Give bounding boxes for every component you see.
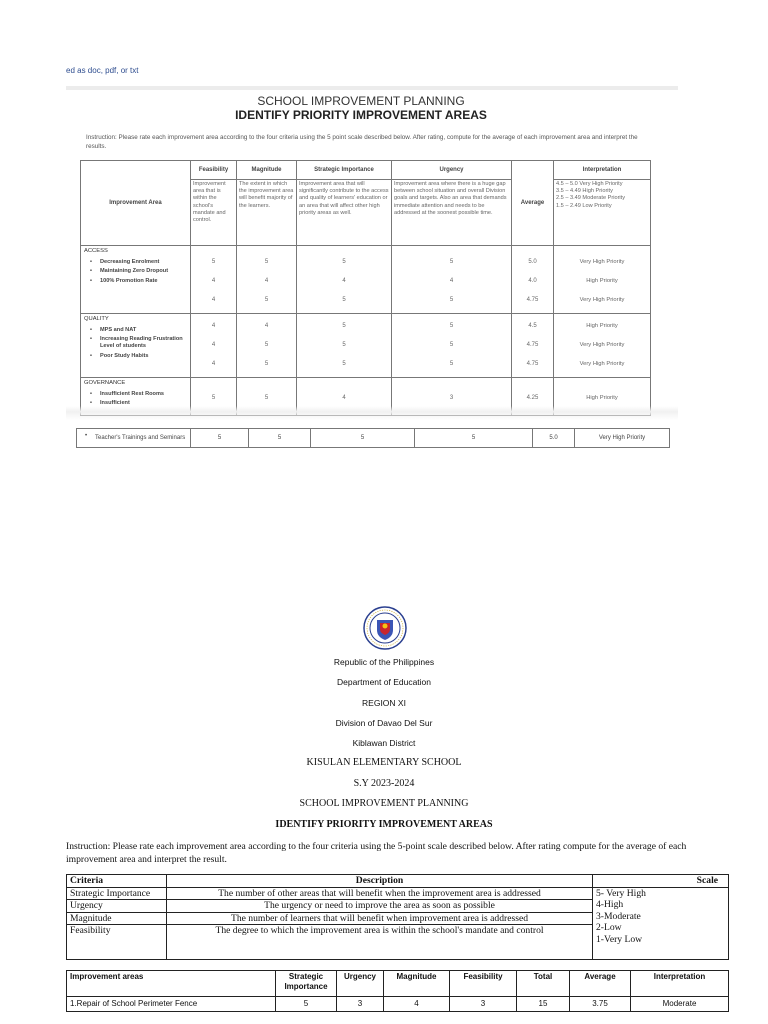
value-cell: 4.25 — [526, 395, 539, 401]
scan-last-row — [76, 428, 670, 448]
value-cell: 5 — [449, 297, 454, 303]
scale-item: 4-High — [596, 899, 624, 910]
value-cell: 4 — [342, 278, 346, 284]
value-cell: 5 — [342, 259, 346, 265]
scale-cell — [593, 887, 729, 960]
group-name: GOVERNANCE — [84, 380, 126, 386]
instruction-text: Instruction: Please rate each improvement area according to the four criteria using the 5-point scale described below. After rating compute for the average of each improvement area and interpret the result. — [66, 841, 687, 865]
scan-group-quality — [81, 314, 191, 378]
upload-format-note: ed as doc, pdf, or txt — [66, 66, 139, 75]
scan-header-feasibility: Feasibility — [191, 161, 237, 180]
areas-header: Strategic Importance — [276, 971, 337, 997]
scan-desc-urgency: Improvement area where there is a huge gap between school situation and overall Division goals and targets. Also an area that demands immediate attention and needs to be addressed at the soonest possible time. — [392, 180, 512, 246]
school-year: S.Y 2023-2024 — [353, 778, 415, 789]
group-item: • Increasing Reading Frustration Level of students — [84, 336, 187, 350]
value-cell: 5 — [276, 997, 337, 1012]
value-cell: 4 — [384, 997, 450, 1012]
criteria-cell: Urgency — [67, 900, 167, 913]
group-item: • Insufficient — [84, 400, 187, 407]
group-name: ACCESS — [84, 248, 108, 254]
header-region: REGION XI — [362, 698, 406, 708]
value-cell: 4 — [264, 278, 269, 284]
value-cell: 5 — [342, 323, 346, 329]
scale-item: 2-Low — [596, 922, 622, 933]
scan-desc-interpretation: 4.5 – 5.0 Very High Priority 3.5 – 4.49 High Priority 2.5 – 3.49 Moderate Priority 1.5 – 2.49 Low Priority — [554, 180, 651, 246]
scan-priority-table — [80, 160, 651, 416]
value-cell: 5.0 — [533, 429, 575, 447]
identify-title: IDENTIFY PRIORITY IMPROVEMENT AREAS — [275, 819, 493, 830]
scan-header-area: Improvement Area — [81, 161, 191, 246]
value-cell: High Priority — [586, 395, 618, 401]
description-cell: The urgency or need to improve the area as soon as possible — [167, 900, 593, 913]
value-cell: Very High Priority — [579, 297, 625, 303]
areas-header: Magnitude — [384, 971, 450, 997]
description-cell: The number of other areas that will benefit when the improvement area is addressed — [167, 887, 593, 900]
value-cell: 4.5 — [528, 323, 537, 329]
criteria-cell: Strategic Importance — [67, 887, 167, 900]
table-row — [67, 997, 729, 1012]
value-cell: 5 — [342, 342, 346, 348]
value-cell: 4 — [211, 342, 216, 348]
value-cell: 5 — [449, 342, 454, 348]
value-cell: 5 — [449, 259, 454, 265]
areas-header: Improvement areas — [67, 971, 276, 997]
value-cell: Very High Priority — [579, 361, 625, 367]
value-cell: 4.75 — [526, 361, 539, 367]
group-item: • Poor Study Habits — [84, 353, 187, 360]
value-cell: 5 — [264, 259, 269, 265]
scale-item: 5- Very High — [596, 887, 646, 899]
value-cell: 15 — [517, 997, 570, 1012]
value-cell: 5 — [264, 342, 269, 348]
last-row-label: • Teacher's Trainings and Seminars — [77, 429, 191, 447]
value-cell: 5 — [449, 323, 454, 329]
value-cell: High Priority — [586, 323, 618, 329]
planning-title: SCHOOL IMPROVEMENT PLANNING — [299, 798, 469, 809]
value-cell: 3 — [449, 395, 454, 401]
areas-header: Total — [517, 971, 570, 997]
value-cell: High Priority — [586, 278, 618, 284]
value-cell: 4.0 — [528, 278, 537, 284]
scale-item: 1-Very Low — [596, 933, 643, 945]
value-cell: 3 — [450, 997, 517, 1012]
scan-instruction: Instruction: Please rate each improvement area according to the four criteria using the 5 point scale described below. After rating, compute for the average of each improvement area and interpret the results. — [86, 134, 638, 150]
scan-top-bar — [66, 86, 678, 90]
value-cell: 5 — [191, 429, 249, 447]
criteria-table — [66, 874, 729, 960]
value-cell: 5 — [249, 429, 311, 447]
value-cell: 4 — [211, 361, 216, 367]
scan-subtitle: IDENTIFY PRIORITY IMPROVEMENT AREAS — [235, 108, 487, 122]
description-cell: The number of learners that will benefit when improvement area is addressed — [167, 912, 593, 925]
areas-header: Average — [570, 971, 631, 997]
scanned-page — [66, 86, 678, 456]
value-cell: 4.75 — [526, 297, 539, 303]
criteria-header: Criteria — [67, 875, 167, 888]
areas-header: Feasibility — [450, 971, 517, 997]
description-header: Description — [167, 875, 593, 888]
criteria-cell: Feasibility — [67, 925, 167, 960]
scan-header-urgency: Urgency — [392, 161, 512, 180]
value-cell: 3.75 — [570, 997, 631, 1012]
improvement-areas-table — [66, 970, 729, 1012]
header-department: Department of Education — [336, 677, 432, 687]
value-cell: 5.0 — [528, 259, 537, 265]
value-cell: 5 — [264, 297, 269, 303]
scan-header-strategic: Strategic Importance — [297, 161, 392, 180]
header-district: Kiblawan District — [352, 738, 416, 748]
group-item: • Decreasing Enrolment — [84, 259, 187, 266]
value-cell: 5 — [264, 395, 269, 401]
value-cell: 5 — [311, 429, 415, 447]
value-cell: 5 — [342, 361, 346, 367]
value-cell: 4 — [211, 297, 216, 303]
scan-blur-strip — [66, 406, 678, 420]
scale-header: Scale — [593, 875, 729, 888]
header-republic: Republic of the Philippines — [333, 657, 435, 667]
school-name: KISULAN ELEMENTARY SCHOOL — [306, 757, 462, 768]
scan-desc-feasibility: Improvement area that is within the school's mandate and control. — [191, 180, 237, 246]
deped-seal-icon — [363, 606, 407, 650]
areas-header: Urgency — [337, 971, 384, 997]
scan-group-access — [81, 246, 191, 314]
description-cell: The degree to which the improvement area is within the school's mandate and control — [167, 925, 593, 960]
value-cell: 4 — [264, 323, 269, 329]
criteria-cell: Magnitude — [67, 912, 167, 925]
scan-header-average: Average — [512, 161, 554, 246]
value-cell: 4 — [211, 278, 216, 284]
group-item: • Insufficient Rest Rooms — [84, 391, 187, 398]
scan-desc-strategic: Improvement area that will significantly contribute to the access and quality of learners' education or an area that will affect other high priority areas as well. — [297, 180, 392, 246]
value-cell: Very High Priority — [598, 435, 646, 441]
value-cell: 4.75 — [526, 342, 539, 348]
value-cell: Moderate — [631, 997, 729, 1012]
scale-item: 3-Moderate — [596, 910, 641, 922]
value-cell: 4 — [211, 323, 216, 329]
scan-header-interpretation: Interpretation — [554, 161, 651, 180]
value-cell: 5 — [449, 361, 454, 367]
value-cell: Very High Priority — [579, 259, 625, 265]
value-cell: 4 — [342, 395, 346, 401]
value-cell: 5 — [211, 395, 216, 401]
value-cell: 5 — [342, 297, 346, 303]
value-cell: 3 — [337, 997, 384, 1012]
group-item: • Maintaining Zero Dropout — [84, 268, 187, 275]
value-cell: 5 — [211, 259, 216, 265]
header-division: Division of Davao Del Sur — [335, 718, 433, 728]
value-cell: 4 — [449, 278, 454, 284]
scan-desc-magnitude: The extent in which the improvement area will benefit majority of the learners. — [237, 180, 297, 246]
group-name: QUALITY — [84, 316, 109, 322]
scan-header-magnitude: Magnitude — [237, 161, 297, 180]
scan-title: SCHOOL IMPROVEMENT PLANNING — [257, 94, 465, 108]
value-cell: 5 — [415, 429, 533, 447]
areas-header: Interpretation — [631, 971, 729, 997]
area-name-cell: 1.Repair of School Perimeter Fence — [67, 997, 276, 1012]
value-cell: 5 — [264, 361, 269, 367]
group-item: • 100% Promotion Rate — [84, 278, 187, 285]
value-cell: Very High Priority — [579, 342, 625, 348]
group-item: • MPS and NAT — [84, 327, 187, 334]
